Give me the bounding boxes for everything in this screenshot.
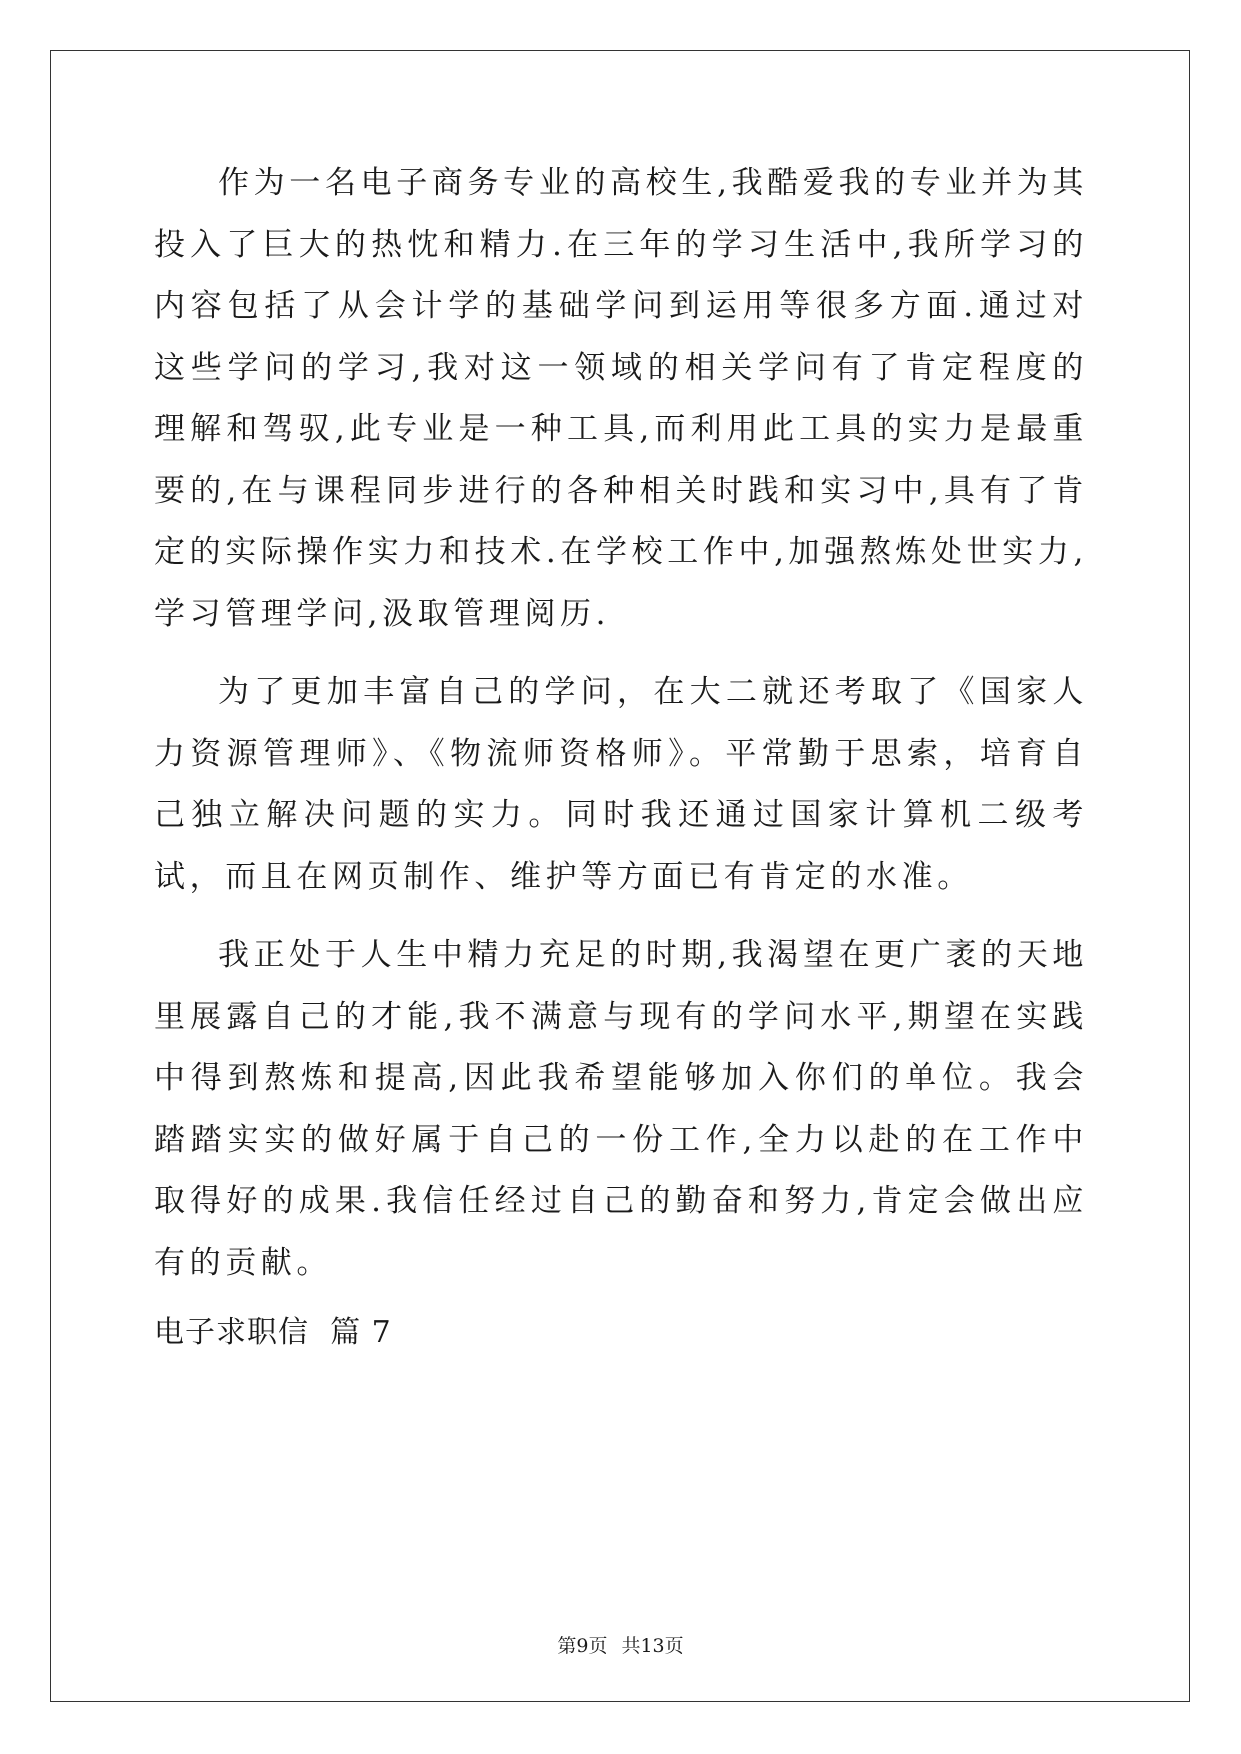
- current-page-label: 第9页: [557, 1635, 608, 1657]
- total-pages-label: 共13页: [621, 1635, 684, 1657]
- section-heading: 电子求职信 篇 7: [154, 1315, 392, 1350]
- document-body: [154, 153, 1088, 1358]
- paragraph-1: 作为一名电子商务专业的高校生,我酷爱我的专业并为其投入了巨大的热忱和精力.在三年的学习生活中,我所学习的内容包括了从会计学的基础学问到运用等很多方面.通过对这些学问的学习,我对这一领域的相关学问有了肯定程度的理解和驾驭,此专业是一种工具,而利用此工具的实力是最重要的,在与课程同步进行的各种相关时践和实习中,具有了肯定的实际操作实力和技术.在学校工作中,加强熬炼处世实力,学习管理学问,汲取管理阅历.: [154, 165, 1088, 632]
- page-footer: [0, 1634, 1241, 1658]
- paragraph-3: 我正处于人生中精力充足的时期,我渴望在更广袤的天地里展露自己的才能,我不满意与现有的学问水平,期望在实践中得到熬炼和提高,因此我希望能够加入你们的单位。我会踏踏实实的做好属于自己的一份工作,全力以赴的在工作中取得好的成果.我信任经过自己的勤奋和努力,肯定会做出应有的贡献。: [154, 937, 1088, 1281]
- paragraph-2: 为了更加丰富自己的学问，在大二就还考取了《国家人力资源管理师》、《物流师资格师》。平常勤于思索，培育自己独立解决问题的实力。同时我还通过国家计算机二级考试，而且在网页制作、维护等方面已有肯定的水准。: [154, 674, 1088, 895]
